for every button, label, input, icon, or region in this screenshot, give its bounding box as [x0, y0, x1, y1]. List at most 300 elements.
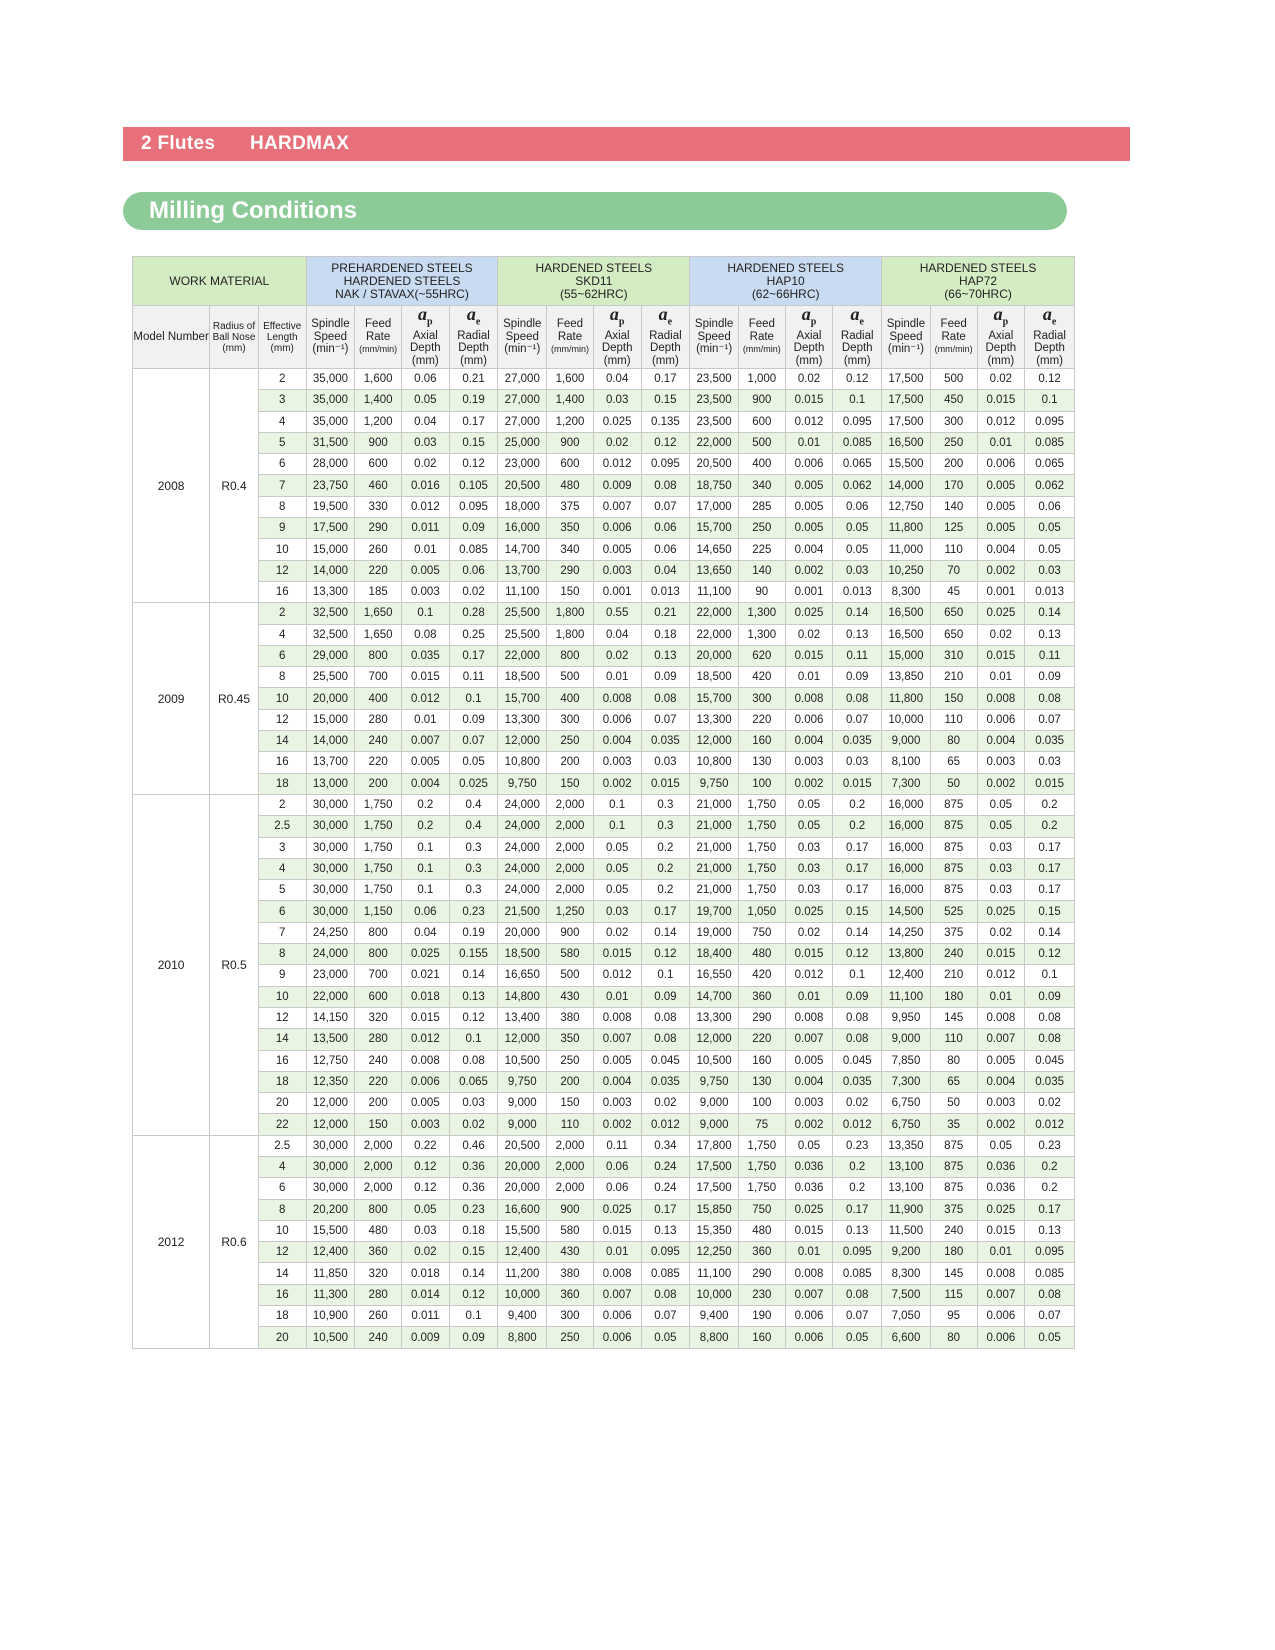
value-cell: 0.006: [785, 709, 833, 730]
value-cell: 80: [930, 731, 977, 752]
value-cell: 0.085: [1025, 432, 1075, 453]
table-row: [133, 624, 1075, 645]
value-cell: 0.1: [401, 837, 449, 858]
value-cell: 0.004: [593, 731, 641, 752]
value-cell: 0.015: [593, 944, 641, 965]
value-cell: 0.01: [785, 1242, 833, 1263]
value-cell: 0.012: [785, 965, 833, 986]
value-cell: 25,500: [306, 667, 355, 688]
value-cell: 0.085: [449, 539, 498, 560]
value-cell: 30,000: [306, 880, 355, 901]
value-cell: 95: [930, 1306, 977, 1327]
effective-length-cell: 6: [258, 454, 306, 475]
value-cell: 9,750: [690, 773, 739, 794]
value-cell: 10,500: [498, 1050, 547, 1071]
value-cell: 9,000: [882, 1029, 931, 1050]
value-cell: 0.006: [785, 1306, 833, 1327]
value-cell: 11,100: [690, 1263, 739, 1284]
value-cell: 2,000: [547, 858, 594, 879]
effective-length-cell: 10: [258, 986, 306, 1007]
value-cell: 7,500: [882, 1284, 931, 1305]
value-cell: 1,750: [738, 794, 785, 815]
effective-length-cell: 9: [258, 518, 306, 539]
effective-length-cell: 20: [258, 1093, 306, 1114]
value-cell: 875: [930, 1156, 977, 1177]
value-cell: 18,400: [690, 944, 739, 965]
value-cell: 1,000: [738, 369, 785, 390]
value-cell: 0.015: [641, 773, 690, 794]
value-cell: 14,250: [882, 922, 931, 943]
value-cell: 8,800: [690, 1327, 739, 1348]
value-cell: 0.05: [977, 816, 1025, 837]
value-cell: 700: [355, 667, 402, 688]
value-cell: 11,900: [882, 1199, 931, 1220]
value-cell: 0.025: [449, 773, 498, 794]
value-cell: 0.14: [641, 922, 690, 943]
value-cell: 280: [355, 709, 402, 730]
value-cell: 18,750: [690, 475, 739, 496]
value-cell: 0.07: [641, 709, 690, 730]
value-cell: 150: [547, 1093, 594, 1114]
value-cell: 580: [547, 944, 594, 965]
value-cell: 375: [930, 1199, 977, 1220]
table-row: [133, 752, 1075, 773]
effective-length-cell: 22: [258, 1114, 306, 1135]
value-cell: 600: [355, 454, 402, 475]
ball-nose-radius-cell: R0.45: [210, 603, 259, 795]
effective-length-cell: 5: [258, 880, 306, 901]
value-cell: 16,000: [882, 858, 931, 879]
value-cell: 20,500: [690, 454, 739, 475]
value-cell: 500: [547, 667, 594, 688]
value-cell: 16,550: [690, 965, 739, 986]
value-cell: 0.035: [833, 1071, 882, 1092]
value-cell: 0.18: [641, 624, 690, 645]
value-cell: 0.34: [641, 1135, 690, 1156]
value-cell: 0.01: [977, 667, 1025, 688]
value-cell: 13,700: [306, 752, 355, 773]
value-cell: 9,750: [498, 773, 547, 794]
value-cell: 29,000: [306, 645, 355, 666]
value-cell: 12,000: [690, 731, 739, 752]
value-cell: 0.17: [833, 1199, 882, 1220]
value-cell: 0.085: [833, 432, 882, 453]
value-cell: 31,500: [306, 432, 355, 453]
value-cell: 0.03: [449, 1093, 498, 1114]
value-cell: 0.036: [977, 1156, 1025, 1177]
value-cell: 0.03: [593, 390, 641, 411]
value-cell: 65: [930, 1071, 977, 1092]
value-cell: 0.08: [1025, 1007, 1075, 1028]
value-cell: 50: [930, 1093, 977, 1114]
value-cell: 10,250: [882, 560, 931, 581]
value-cell: 875: [930, 816, 977, 837]
value-cell: 14,650: [690, 539, 739, 560]
value-cell: 0.17: [1025, 880, 1075, 901]
value-cell: 30,000: [306, 837, 355, 858]
value-cell: 240: [355, 1050, 402, 1071]
value-cell: 1,650: [355, 624, 402, 645]
table-row: [133, 1156, 1075, 1177]
value-cell: 1,750: [355, 880, 402, 901]
value-cell: 0.007: [785, 1284, 833, 1305]
model-number-cell: 2012: [133, 1135, 210, 1348]
value-cell: 0.095: [641, 1242, 690, 1263]
value-cell: 0.08: [641, 1029, 690, 1050]
value-cell: 25,500: [498, 603, 547, 624]
value-cell: 875: [930, 1178, 977, 1199]
value-cell: 0.018: [401, 1263, 449, 1284]
value-cell: 250: [930, 432, 977, 453]
table-row: [133, 986, 1075, 1007]
value-cell: 9,400: [690, 1306, 739, 1327]
value-cell: 9,000: [498, 1114, 547, 1135]
value-cell: 0.018: [401, 986, 449, 1007]
value-cell: 8,100: [882, 752, 931, 773]
value-cell: 2,000: [547, 880, 594, 901]
effective-length-cell: 16: [258, 581, 306, 602]
effective-length-cell: 18: [258, 773, 306, 794]
value-cell: 280: [355, 1029, 402, 1050]
value-cell: 20,000: [498, 1156, 547, 1177]
value-cell: 80: [930, 1050, 977, 1071]
value-cell: 0.05: [833, 1327, 882, 1348]
value-cell: 1,250: [547, 901, 594, 922]
value-cell: 1,300: [738, 624, 785, 645]
value-cell: 240: [355, 1327, 402, 1348]
value-cell: 0.005: [401, 560, 449, 581]
value-cell: 0.19: [449, 922, 498, 943]
table-row: [133, 369, 1075, 390]
effective-length-cell: 4: [258, 858, 306, 879]
effective-length-cell: 4: [258, 624, 306, 645]
value-cell: 0.1: [449, 688, 498, 709]
value-cell: 0.03: [833, 752, 882, 773]
model-number-cell: 2009: [133, 603, 210, 795]
value-cell: 22,000: [306, 986, 355, 1007]
value-cell: 0.12: [449, 1007, 498, 1028]
value-cell: 0.3: [449, 837, 498, 858]
value-cell: 0.012: [1025, 1114, 1075, 1135]
value-cell: 0.01: [401, 709, 449, 730]
value-cell: 0.1: [449, 1029, 498, 1050]
value-cell: 20,000: [498, 1178, 547, 1199]
value-cell: 190: [738, 1306, 785, 1327]
value-cell: 18,500: [690, 667, 739, 688]
value-cell: 900: [547, 1199, 594, 1220]
value-cell: 0.045: [1025, 1050, 1075, 1071]
value-cell: 0.006: [593, 1306, 641, 1327]
value-cell: 260: [355, 1306, 402, 1327]
table-row: [133, 1135, 1075, 1156]
value-cell: 0.05: [401, 1199, 449, 1220]
value-cell: 0.17: [1025, 1199, 1075, 1220]
value-cell: 250: [547, 1050, 594, 1071]
value-cell: 1,750: [738, 837, 785, 858]
value-cell: 100: [738, 773, 785, 794]
value-cell: 0.09: [449, 518, 498, 539]
value-cell: 0.012: [785, 411, 833, 432]
milling-conditions-table: [132, 256, 1075, 1349]
value-cell: 0.17: [833, 837, 882, 858]
value-cell: 0.005: [401, 1093, 449, 1114]
value-cell: 340: [547, 539, 594, 560]
value-cell: 0.4: [449, 816, 498, 837]
value-cell: 0.13: [1025, 624, 1075, 645]
value-cell: 0.025: [785, 901, 833, 922]
value-cell: 0.095: [1025, 411, 1075, 432]
value-cell: 1,750: [738, 1135, 785, 1156]
value-cell: 7,300: [882, 773, 931, 794]
value-cell: 0.09: [641, 667, 690, 688]
value-cell: 2,000: [547, 1135, 594, 1156]
value-cell: 900: [355, 432, 402, 453]
value-cell: 620: [738, 645, 785, 666]
value-cell: 0.12: [401, 1178, 449, 1199]
table-row: [133, 1242, 1075, 1263]
effective-length-cell: 14: [258, 1029, 306, 1050]
value-cell: 0.2: [401, 794, 449, 815]
value-cell: 50: [930, 773, 977, 794]
value-cell: 21,000: [690, 816, 739, 837]
value-cell: 22,000: [690, 603, 739, 624]
radial-depth-header: $a_e$ Radial Depth (mm): [1025, 306, 1075, 369]
value-cell: 11,200: [498, 1263, 547, 1284]
value-cell: 0.06: [641, 539, 690, 560]
value-cell: 0.11: [593, 1135, 641, 1156]
value-cell: 0.09: [1025, 986, 1075, 1007]
value-cell: 0.012: [401, 1029, 449, 1050]
value-cell: 210: [930, 965, 977, 986]
value-cell: 0.003: [593, 752, 641, 773]
value-cell: 1,600: [355, 369, 402, 390]
value-cell: 200: [355, 1093, 402, 1114]
value-cell: 0.17: [833, 880, 882, 901]
value-cell: 0.062: [833, 475, 882, 496]
effective-length-cell: 3: [258, 837, 306, 858]
value-cell: 0.08: [833, 1007, 882, 1028]
value-cell: 1,750: [738, 880, 785, 901]
value-cell: 35,000: [306, 411, 355, 432]
table-row: [133, 965, 1075, 986]
value-cell: 30,000: [306, 794, 355, 815]
value-cell: 0.3: [449, 880, 498, 901]
section-title-bar: [123, 192, 1067, 230]
value-cell: 0.2: [1025, 794, 1075, 815]
value-cell: 800: [355, 944, 402, 965]
value-cell: 0.36: [449, 1156, 498, 1177]
value-cell: 145: [930, 1007, 977, 1028]
value-cell: 420: [738, 667, 785, 688]
table-row: [133, 1220, 1075, 1241]
value-cell: 0.065: [833, 454, 882, 475]
value-cell: 6,750: [882, 1114, 931, 1135]
value-cell: 240: [355, 731, 402, 752]
value-cell: 15,000: [882, 645, 931, 666]
value-cell: 750: [738, 1199, 785, 1220]
value-cell: 0.11: [1025, 645, 1075, 666]
value-cell: 160: [738, 731, 785, 752]
value-cell: 0.14: [449, 965, 498, 986]
table-row: [133, 667, 1075, 688]
value-cell: 0.025: [401, 944, 449, 965]
value-cell: 480: [738, 1220, 785, 1241]
value-cell: 9,000: [690, 1093, 739, 1114]
value-cell: 110: [930, 539, 977, 560]
value-cell: 1,750: [738, 1178, 785, 1199]
value-cell: 0.065: [1025, 454, 1075, 475]
value-cell: 0.012: [833, 1114, 882, 1135]
value-cell: 250: [547, 1327, 594, 1348]
value-cell: 420: [738, 965, 785, 986]
value-cell: 0.008: [977, 1007, 1025, 1028]
value-cell: 0.025: [977, 901, 1025, 922]
value-cell: 0.22: [401, 1135, 449, 1156]
value-cell: 310: [930, 645, 977, 666]
table-row: [133, 816, 1075, 837]
value-cell: 0.05: [977, 1135, 1025, 1156]
value-cell: 260: [355, 539, 402, 560]
value-cell: 0.4: [449, 794, 498, 815]
value-cell: 17,500: [882, 369, 931, 390]
value-cell: 650: [930, 624, 977, 645]
value-cell: 0.002: [593, 773, 641, 794]
value-cell: 25,500: [498, 624, 547, 645]
value-cell: 13,800: [882, 944, 931, 965]
value-cell: 0.11: [833, 645, 882, 666]
value-cell: 0.003: [401, 1114, 449, 1135]
value-cell: 200: [547, 1071, 594, 1092]
effective-length-cell: 2: [258, 603, 306, 624]
value-cell: 0.07: [1025, 709, 1075, 730]
value-cell: 0.01: [977, 1242, 1025, 1263]
value-cell: 0.14: [833, 922, 882, 943]
value-cell: 0.1: [401, 858, 449, 879]
radial-depth-header: $a_e$ Radial Depth (mm): [641, 306, 690, 369]
table-row: [133, 1114, 1075, 1135]
value-cell: 9,000: [690, 1114, 739, 1135]
value-cell: 0.002: [593, 1114, 641, 1135]
value-cell: 0.07: [833, 1306, 882, 1327]
effective-length-cell: 18: [258, 1306, 306, 1327]
value-cell: 0.016: [401, 475, 449, 496]
value-cell: 0.012: [977, 411, 1025, 432]
value-cell: 16,000: [498, 518, 547, 539]
value-cell: 12,400: [498, 1242, 547, 1263]
value-cell: 16,000: [882, 837, 931, 858]
radius-header: Radius of Ball Nose (mm): [210, 306, 259, 369]
value-cell: 1,300: [738, 603, 785, 624]
value-cell: 170: [930, 475, 977, 496]
value-cell: 0.002: [977, 773, 1025, 794]
value-cell: 13,850: [882, 667, 931, 688]
value-cell: 0.014: [401, 1284, 449, 1305]
value-cell: 0.1: [833, 965, 882, 986]
value-cell: 0.03: [593, 901, 641, 922]
value-cell: 0.28: [449, 603, 498, 624]
table-row: [133, 1306, 1075, 1327]
table-row: [133, 1199, 1075, 1220]
value-cell: 0.01: [977, 986, 1025, 1007]
effective-length-cell: 2: [258, 369, 306, 390]
material-group-1: HARDENED STEELS SKD11 (55~62HRC): [498, 257, 690, 306]
material-group-3: HARDENED STEELS HAP72 (66~70HRC): [882, 257, 1075, 306]
value-cell: 0.007: [785, 1029, 833, 1050]
value-cell: 0.23: [449, 1199, 498, 1220]
value-cell: 875: [930, 794, 977, 815]
value-cell: 0.008: [785, 1263, 833, 1284]
value-cell: 1,200: [547, 411, 594, 432]
value-cell: 0.2: [833, 816, 882, 837]
value-cell: 0.23: [833, 1135, 882, 1156]
value-cell: 16,000: [882, 794, 931, 815]
value-cell: 21,000: [690, 794, 739, 815]
value-cell: 0.155: [449, 944, 498, 965]
value-cell: 0.015: [977, 390, 1025, 411]
radial-depth-header: $a_e$ Radial Depth (mm): [833, 306, 882, 369]
effective-length-cell: 18: [258, 1071, 306, 1092]
value-cell: 0.04: [593, 369, 641, 390]
value-cell: 0.003: [785, 752, 833, 773]
value-cell: 0.036: [977, 1178, 1025, 1199]
value-cell: 0.09: [641, 986, 690, 1007]
value-cell: 220: [738, 709, 785, 730]
value-cell: 875: [930, 1135, 977, 1156]
value-cell: 28,000: [306, 454, 355, 475]
value-cell: 900: [738, 390, 785, 411]
value-cell: 0.005: [977, 475, 1025, 496]
value-cell: 160: [738, 1327, 785, 1348]
value-cell: 290: [547, 560, 594, 581]
value-cell: 0.002: [785, 1114, 833, 1135]
value-cell: 0.02: [449, 581, 498, 602]
value-cell: 13,650: [690, 560, 739, 581]
value-cell: 350: [547, 1029, 594, 1050]
value-cell: 13,100: [882, 1178, 931, 1199]
value-cell: 1,750: [355, 837, 402, 858]
value-cell: 500: [930, 369, 977, 390]
effective-length-cell: 7: [258, 922, 306, 943]
value-cell: 10,500: [690, 1050, 739, 1071]
value-cell: 9,400: [498, 1306, 547, 1327]
value-cell: 0.25: [449, 624, 498, 645]
value-cell: 0.05: [785, 816, 833, 837]
value-cell: 0.02: [593, 645, 641, 666]
value-cell: 0.002: [977, 1114, 1025, 1135]
value-cell: 16,650: [498, 965, 547, 986]
value-cell: 0.01: [593, 667, 641, 688]
value-cell: 10,800: [690, 752, 739, 773]
value-cell: 320: [355, 1007, 402, 1028]
value-cell: 6,750: [882, 1093, 931, 1114]
value-cell: 285: [738, 496, 785, 517]
value-cell: 350: [547, 518, 594, 539]
value-cell: 0.006: [401, 1071, 449, 1092]
flutes-label: 2 Flutes: [141, 133, 216, 154]
value-cell: 0.08: [833, 1284, 882, 1305]
value-cell: 30,000: [306, 901, 355, 922]
value-cell: 0.23: [449, 901, 498, 922]
value-cell: 0.1: [593, 794, 641, 815]
value-cell: 0.07: [1025, 1306, 1075, 1327]
effective-length-cell: 9: [258, 965, 306, 986]
value-cell: 13,300: [690, 1007, 739, 1028]
effective-length-cell: 2.5: [258, 816, 306, 837]
value-cell: 14,700: [498, 539, 547, 560]
value-cell: 19,500: [306, 496, 355, 517]
value-cell: 0.006: [785, 1327, 833, 1348]
value-cell: 290: [355, 518, 402, 539]
